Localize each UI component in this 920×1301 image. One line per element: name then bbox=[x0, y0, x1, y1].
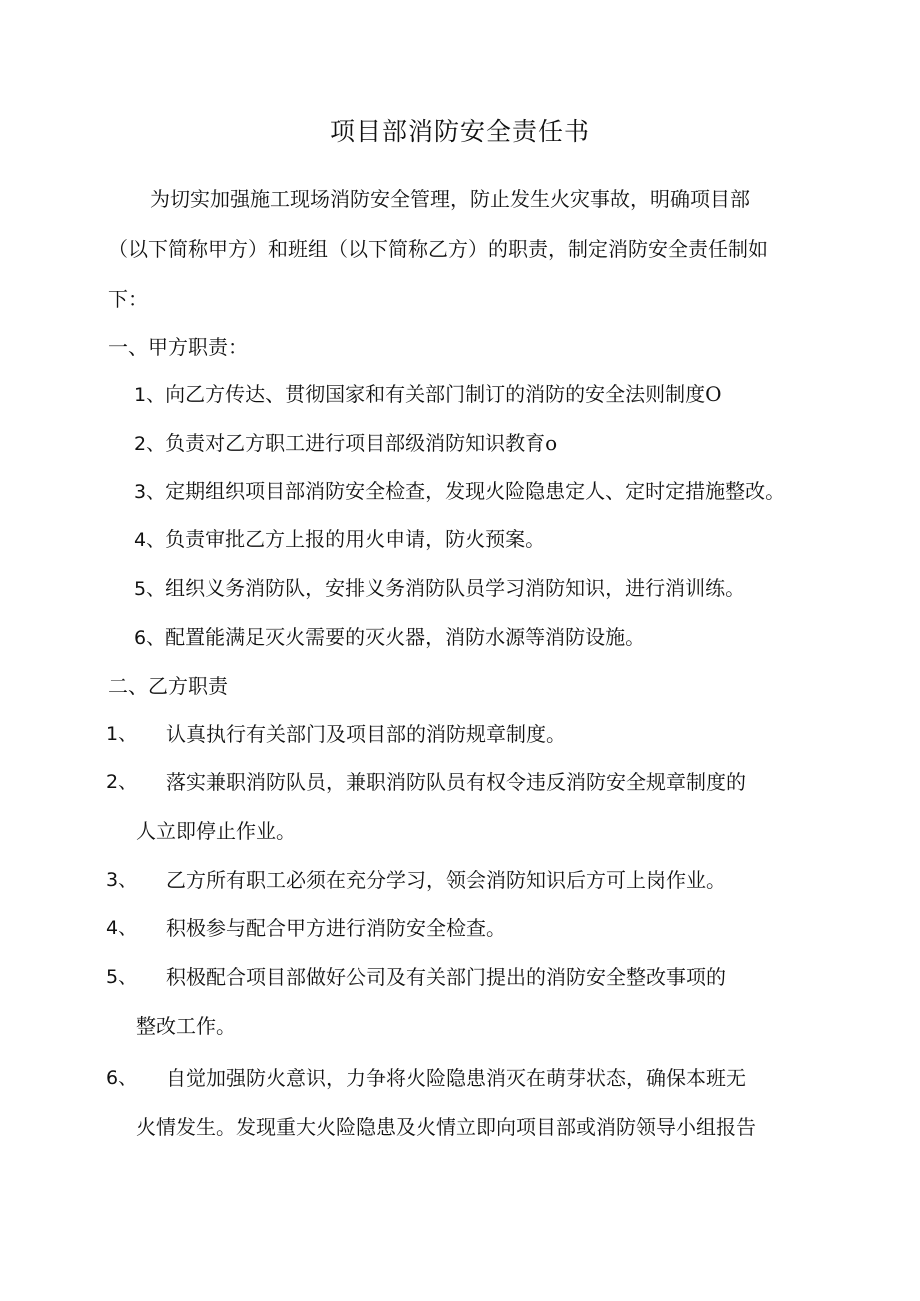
section-a-item-6-num: 6、 bbox=[134, 627, 166, 649]
section-b-item-1-num: 1、 bbox=[106, 723, 138, 745]
intro-line-2: （以下简称甲方）和班组（以下简称乙方）的职责，制定消防安全责任制如 bbox=[108, 237, 768, 261]
section-a-item-1-num: 1、 bbox=[134, 384, 166, 406]
section-b-item-2-text: 落实兼职消防队员，兼职消防队员有权令违反消防安全规章制度的 bbox=[166, 770, 746, 794]
section-a-item-6 bbox=[134, 622, 645, 653]
section-b-item-6-text: 自觉加强防火意识，力争将火险隐患消灭在萌芽状态，确保本班无 bbox=[166, 1066, 746, 1090]
intro-line-3: 下： bbox=[108, 287, 148, 311]
section-a-item-4-num: 4、 bbox=[134, 529, 166, 551]
document-title: 项目部消防安全责任书 bbox=[329, 117, 590, 146]
section-a-item-5-num: 5、 bbox=[134, 578, 166, 600]
section-b-heading: 二、乙方职责 bbox=[108, 674, 228, 698]
section-b-item-5-num: 5、 bbox=[106, 966, 138, 988]
section-a-item-4 bbox=[134, 524, 545, 555]
section-a-item-3 bbox=[134, 476, 785, 507]
section-a-item-5-text: 组织义务消防队，安排义务消防队员学习消防知识，进行消训练。 bbox=[165, 576, 746, 600]
section-a-item-2 bbox=[134, 428, 557, 459]
intro-line-1: 为切实加强施工现场消防安全管理，防止发生火灾事故，明确项目部 bbox=[150, 187, 750, 211]
section-a-item-1-text: 向乙方传达、贯彻国家和有关部门制订的消防的安全法则制度O bbox=[165, 382, 722, 406]
section-b-item-3-num: 3、 bbox=[106, 869, 138, 891]
section-a-item-4-text: 负责审批乙方上报的用火申请，防火预案。 bbox=[165, 527, 546, 551]
section-b-item-5-text: 积极配合项目部做好公司及有关部门提出的消防安全整改事项的 bbox=[166, 965, 726, 989]
section-b-item-6-num: 6、 bbox=[106, 1067, 138, 1089]
section-b-item-6-continuation: 火情发生。发现重大火险隐患及火情立即向项目部或消防领导小组报告 bbox=[136, 1115, 756, 1139]
section-b-item-2-num: 2、 bbox=[106, 771, 138, 793]
section-a-item-3-num: 3、 bbox=[134, 481, 166, 503]
section-a-item-5 bbox=[134, 573, 745, 604]
section-a-item-2-text: 负责对乙方职工进行项目部级消防知识教育o bbox=[165, 431, 558, 455]
section-a-item-6-text: 配置能满足灭火需要的灭火器，消防水源等消防设施。 bbox=[165, 625, 646, 649]
section-b-item-3-text: 乙方所有职工必须在充分学习，领会消防知识后方可上岗作业。 bbox=[166, 868, 726, 892]
section-b-item-1-text: 认真执行有关部门及项目部的消防规章制度。 bbox=[166, 722, 566, 746]
section-b-item-4-num: 4、 bbox=[106, 917, 138, 939]
section-a-item-3-text: 定期组织项目部消防安全检查，发现火险隐患定人、定时定措施整改。 bbox=[165, 479, 786, 503]
section-a-heading: 一、甲方职责： bbox=[108, 335, 248, 359]
section-a-item-1 bbox=[134, 379, 722, 410]
section-b-item-4-text: 积极参与配合甲方进行消防安全检查。 bbox=[166, 916, 506, 940]
section-b-item-2-continuation: 人立即停止作业。 bbox=[136, 819, 296, 843]
section-a-item-2-num: 2、 bbox=[134, 433, 166, 455]
section-b-item-5-continuation: 整改工作。 bbox=[136, 1014, 236, 1038]
